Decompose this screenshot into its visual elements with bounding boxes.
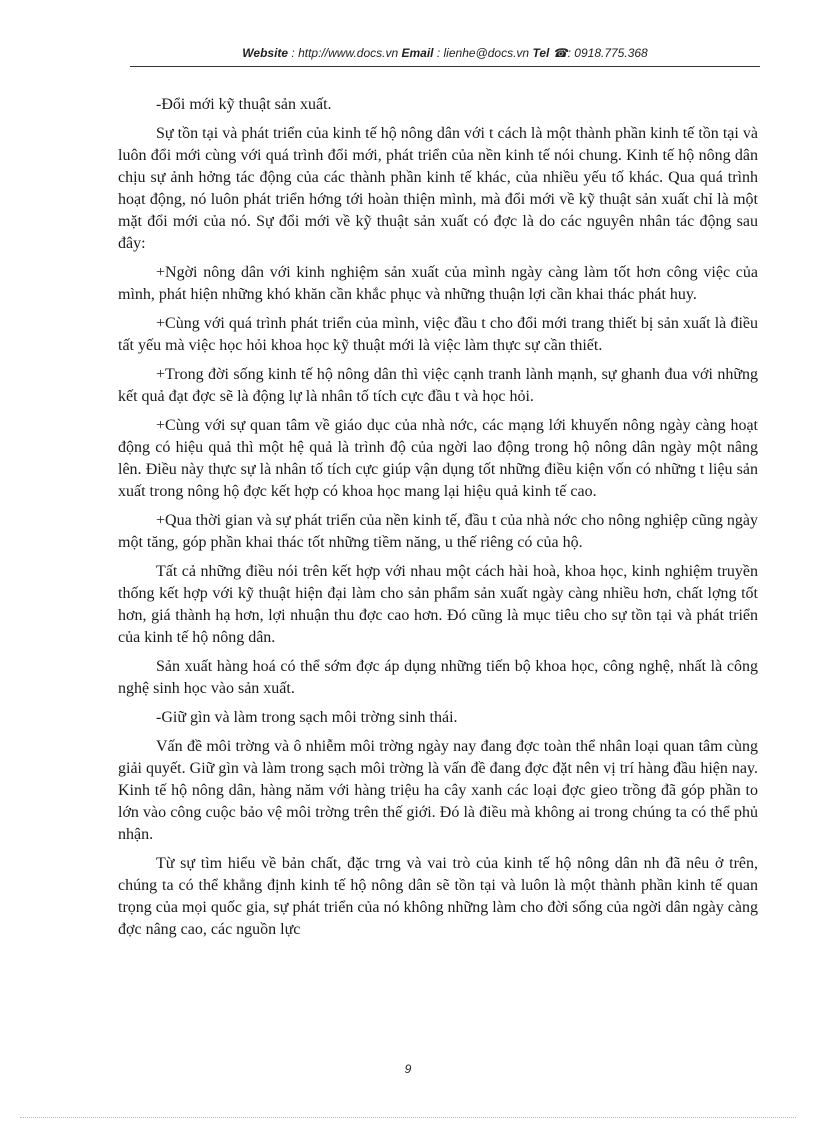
paragraph: -Giữ gìn và làm trong sạch môi trờng sinh thái. [156,709,458,726]
tel-number: : 0918.775.368 [567,46,648,60]
phone-icon: ☎ [552,46,568,60]
header-divider [130,66,760,67]
paragraph: +Cùng với quá trình phát triển của mình, việc đầu t cho đổi mới trang thiết bị sản xuất là điều tất yếu mà việc học hỏi khoa học kỹ thuật mới là việc làm thực sự cần thiết. [118,315,758,354]
page-header [130,46,760,60]
paragraph: +Cùng với sự quan tâm về giáo dục của nhà nớc, các mạng lới khuyến nông ngày càng hoạt động có hiệu quả thì một hệ quả là trình độ của ngời lao động trong hộ nông dân ngày một nâng lên. Điều này thực sự là nhân tố tích cực giúp vận dụng tốt những điều kiện vốn có những t liệu sản xuất trong nông hộ đợc kết hợp có khoa học mang lại hiệu quả kinh tế cao. [118,417,758,500]
email-address[interactable]: lienhe@docs.vn [443,46,530,60]
website-url[interactable]: http://www.docs.vn [298,46,399,60]
website-label: Website [242,46,289,60]
paragraph: Tất cả những điều nói trên kết hợp với nhau một cách hài hoà, khoa học, kinh nghiệm truyền thống kết hợp với kỹ thuật hiện đại làm cho sản phẩm sản xuất ngày càng nhiều hơn, chất lợng tốt hơn, giá thành hạ hơn, lợi nhuận thu đợc cao hơn. Đó cũng là mục tiêu cho sự tồn tại và phát triển của kinh tế hộ nông dân. [118,563,758,646]
email-separator: : [433,46,444,60]
footer-divider [20,1117,796,1118]
tel-label: Tel [532,46,550,60]
email-label: Email [401,46,434,60]
paragraph: Sự tồn tại và phát triển của kinh tế hộ nông dân với t cách là một thành phần kinh tế tồn tại và luôn đổi mới cùng với quá trình đổi mới, phát triển của nền kinh tế nói chung. Kinh tế hộ nông dân chịu sự ảnh hởng tác động của các thành phần kinh tế khác, của nhiều yếu tố khác. Qua quá trình hoạt động, nó luôn phát triển hớng tới hoàn thiện mình, mà đổi mới về kỹ thuật sản xuất chỉ là một mặt đổi mới của nó. Sự đổi mới về kỹ thuật sản xuất có đợc là do các nguyên nhân tác động sau đây: [118,125,758,252]
paragraph: Vấn đề môi trờng và ô nhiễm môi trờng ngày nay đang đợc toàn thể nhân loại quan tâm cùng giải quyết. Giữ gìn và làm trong sạch môi trờng là vấn đề đang đợc đặt nên vị trí hàng đầu hiện nay. Kinh tế hộ nông dân, hàng năm với hàng triệu ha cây xanh các loại đợc gieo trồng đã góp phần to lớn vào công cuộc bảo vệ môi trờng trên thế giới. Đó là điều mà không ai trong chúng ta có thể phủ nhận. [118,738,758,843]
website-separator: : [288,46,299,60]
paragraph: +Trong đời sống kinh tế hộ nông dân thì việc cạnh tranh lành mạnh, sự ghanh đua với những kết quả đạt đợc sẽ là động lự là nhân tố tích cực đầu t và học hỏi. [118,366,758,405]
paragraph: Sản xuất hàng hoá có thể sớm đợc áp dụng những tiến bộ khoa học, công nghệ, nhất là công nghệ sinh học vào sản xuất. [118,658,758,697]
paragraph: +Qua thời gian và sự phát triển của nền kinh tế, đầu t của nhà nớc cho nông nghiệp cũng ngày một tăng, góp phần khai thác tốt những tiềm năng, u thế riêng có của hộ. [118,512,759,551]
page-number: 9 [404,1062,412,1076]
document-body [118,94,758,948]
paragraph: Từ sự tìm hiểu về bản chất, đặc trng và vai trò của kinh tế hộ nông dân nh đã nêu ở trên, chúng ta có thể khẳng định kinh tế hộ nông dân sẽ tồn tại và luôn là một thành phần kinh tế quan trọng của mọi quốc gia, sự phát triển của nó không những làm cho đời sống của ngời dân ngày càng đợc nâng cao, các nguồn lực [118,855,758,938]
paragraph: -Đổi mới kỹ thuật sản xuất. [156,96,332,113]
paragraph: +Ngời nông dân với kinh nghiệm sản xuất của mình ngày càng làm tốt hơn công việc của mình, phát hiện những khó khăn cần khắc phục và những thuận lợi cần khai thác phát huy. [118,264,758,303]
